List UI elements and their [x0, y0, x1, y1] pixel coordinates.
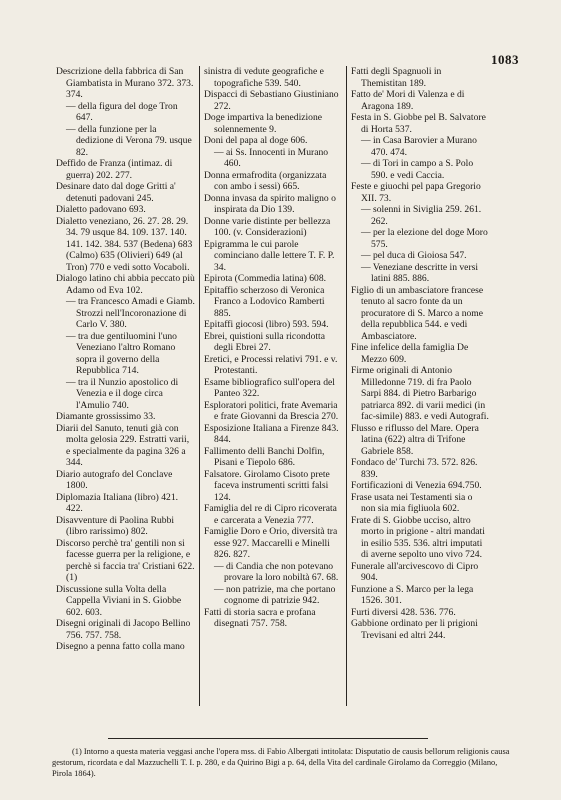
index-entry: Disegni originali di Jacopo Bellino 756. 757. 758. [56, 618, 191, 641]
index-entry: — pel duca di Gioiosa 547. [361, 250, 467, 261]
index-entry: — di Candia che non potevano provare la loro nobiltà 67. 68. [214, 560, 339, 583]
index-entry: Doge impartiva la benedizione solennemente 9. [204, 112, 323, 135]
index-entry: Frase usata nei Testamenti sia o non sia mia figliuola 602. [351, 491, 473, 514]
index-entry: — tra il Nunzio apostolico di Venezia e il doge circa l'Amulio 740. [66, 376, 179, 411]
index-entry: Esposizione Italiana a Firenze 843. 844. [204, 422, 339, 445]
index-entry: Dialogo latino chi abbia peccato più Adamo od Eva 102. [56, 273, 195, 296]
index-entry: Figlio di un ambasciatore francese tenuto al sacro fonte da un procuratore di S. Marco a nome della repubblica 544. e vedi Ambasciatore. [351, 284, 484, 342]
index-entry: Frate di S. Giobbe ucciso, altro morto in prigione - altri mandati in esilio 535. 536. altri imputati di averne sepolto uno vivo 724. [351, 514, 485, 560]
index-entry: Diplomazia Italiana (libro) 421. 422. [56, 491, 179, 514]
index-entry: — Veneziane descritte in versi latini 885. 886. [361, 261, 479, 284]
index-entry: Descrizione della fabbrica di San Giambatista in Murano 372. 373. 374. [56, 66, 194, 100]
index-entry: Epigramma le cui parole cominciano dalle lettere T. F. P. 34. [204, 238, 335, 273]
index-entry: — della figura del doge Tron 647. [66, 100, 178, 123]
index-entry: Fatti degli Spagnuoli in Themistitan 189. [351, 66, 442, 89]
index-entry: Famiglie Doro e Orio, diversità tra esse 927. Maccarelli e Minelli 826. 827. [204, 526, 338, 560]
index-entry: Epirota (Commedia latina) 608. [204, 273, 327, 284]
index-entry: Flusso e riflusso del Mare. Opera latina (622) altra di Trifone Gabriele 858. [351, 422, 479, 457]
index-entry: Famiglia del re di Cipro ricoverata e carcerata a Venezia 777. [204, 503, 337, 526]
index-entry: Discussione sulla Volta della Cappella Viviani in S. Giobbe 602. 603. [56, 583, 182, 618]
index-entry: — in Casa Barovier a Murano 470. 474. [361, 135, 477, 158]
index-column-1 [52, 66, 199, 706]
index-entry: — ai Ss. Innocenti in Murano 460. [214, 146, 329, 169]
index-entry: Ebrei, quistioni sulla ricondotta degli Ebrei 27. [204, 330, 325, 353]
footnote: (1) Intorno a questa materia veggasi anche l'opera mss. di Fabio Albergati intitolata: Disputatio de causis bellorum religionis causa gestorum, ricordata e dal Mazzuchelli T. I. p. 280, e da Quirino Bigi a p. 64, della Vita del cardinale Girolamo da Correggio (Milano, Pirola 1864). [52, 747, 510, 778]
index-entry: sinistra di vedute geografiche e topografiche 539. 540. [204, 66, 324, 89]
index-entry: — di Tori in campo a S. Polo 590. e vedi Caccia. [361, 158, 474, 181]
footnote-divider [108, 738, 428, 739]
index-entry: — per la elezione del doge Moro 575. [361, 227, 488, 250]
index-entry: — della funzione per la dedizione di Verona 79. usque 82. [66, 123, 192, 158]
index-entry: — non patrizie, ma che portano cognome di patrizie 942. [214, 583, 336, 606]
index-entry: Diamante grossissimo 33. [56, 411, 156, 422]
index-entry: Esploratori politici, frate Avemaria e frate Giovanni da Brescia 270. [204, 399, 339, 422]
index-entry: Disavventure di Paolina Rubbi (libro rarissimo) 802. [56, 514, 175, 537]
index-entry: Festa in S. Giobbe pel B. Salvatore di Horta 537. [351, 112, 486, 135]
index-entry: Diario autografo del Conclave 1800. [56, 468, 173, 491]
index-entry: Esame bibliografico sull'opera del Panteo 322. [204, 376, 335, 399]
index-entry: Donne varie distinte per bellezza 100. (v. Considerazioni) [204, 215, 331, 238]
index-column-3 [346, 66, 493, 706]
index-entry: Fortificazioni di Venezia 694.750. [351, 480, 482, 491]
index-entry: Disegno a penna fatto colla mano [56, 641, 185, 652]
index-entry: Dispacci di Sebastiano Giustiniano 272. [204, 89, 339, 112]
index-entry: Firme originali di Antonio Milledonne 719. di fra Paolo Sarpi 884. di Pietro Barbarigo patriarca 892. di varii medici (in fac-simile) 883. e vedi Autografi. [351, 365, 489, 422]
index-entry: Eretici, e Processi relativi 791. e v. Protestanti. [204, 353, 338, 376]
index-entry: Falsatore. Girolamo Cisoto prete faceva instrumenti scritti falsi 124. [204, 468, 330, 503]
index-columns [52, 66, 512, 706]
index-entry: Diarii del Sanuto, tenuti già con molta gelosia 229. Estratti varii, e specialmente da pagina 326 a 344. [56, 422, 190, 468]
index-entry: Donna ermafrodita (organizzata con ambo i sessi) 665. [204, 169, 327, 192]
index-entry: Gabbione ordinato per li prigioni Trevisani ed altri 244. [351, 618, 478, 641]
index-entry: — tra Francesco Amadi e Giamb. Strozzi nell'Incoronazione di Carlo V. 380. [66, 296, 195, 330]
index-entry: Desinare dato dal doge Gritti a' detenuti padovani 245. [56, 181, 176, 204]
index-entry: Donna invasa da spirito maligno o inspirata da Dio 139. [204, 192, 336, 215]
index-entry: Doni del papa al doge 606. [204, 135, 308, 146]
index-entry: Epitaffio scherzoso di Veronica Franco a Lodovico Ramberti 885. [204, 284, 325, 319]
index-entry: Funerale all'arcivescovo di Cipro 904. [351, 560, 479, 583]
index-entry: Epitaffi giocosi (libro) 593. 594. [204, 319, 329, 330]
index-entry: Fondaco de' Turchi 73. 572. 826. 839. [351, 457, 478, 480]
index-entry: Discorso perchè tra' gentili non si facesse guerra per la religione, e perchè si faccia tra' Cristiani 622. (1) [56, 537, 195, 583]
index-entry: Dialetto veneziano, 26. 27. 28. 29. 34. 79 usque 84. 109. 137. 140. 141. 142. 384. 537 (Bedena) 683 (Calmo) 635 (Olivieri) 649 (al Tron) 770 e vedi sotto Vocaboli. [56, 215, 193, 273]
index-entry: Deffido de Franza (intimaz. di guerra) 202. 277. [56, 158, 173, 181]
index-entry: — solenni in Siviglia 259. 261. 262. [361, 204, 482, 227]
index-entry: Fallimento delli Banchi Dolfin, Pisani e Tiepolo 686. [204, 445, 325, 468]
index-entry: Fatti di storia sacra e profana disegnati 757. 758. [204, 606, 316, 629]
index-entry: Fine infelice della famiglia De Mezzo 609. [351, 342, 469, 365]
index-entry: — tra due gentiluomini l'uno Veneziano l'altro Romano sopra il governo della Repubblica 714. [66, 330, 177, 376]
index-entry: Dialetto padovano 693. [56, 204, 146, 215]
index-entry: Funzione a S. Marco per la lega 1526. 301. [351, 583, 474, 606]
index-entry: Feste e giuochi pel papa Gregorio XII. 73. [351, 181, 481, 204]
page-number: 1083 [491, 52, 519, 67]
index-column-2 [199, 66, 346, 706]
index-entry: Fatto de' Mori di Valenza e di Aragona 189. [351, 89, 465, 112]
index-entry: Furti diversi 428. 536. 776. [351, 606, 456, 618]
